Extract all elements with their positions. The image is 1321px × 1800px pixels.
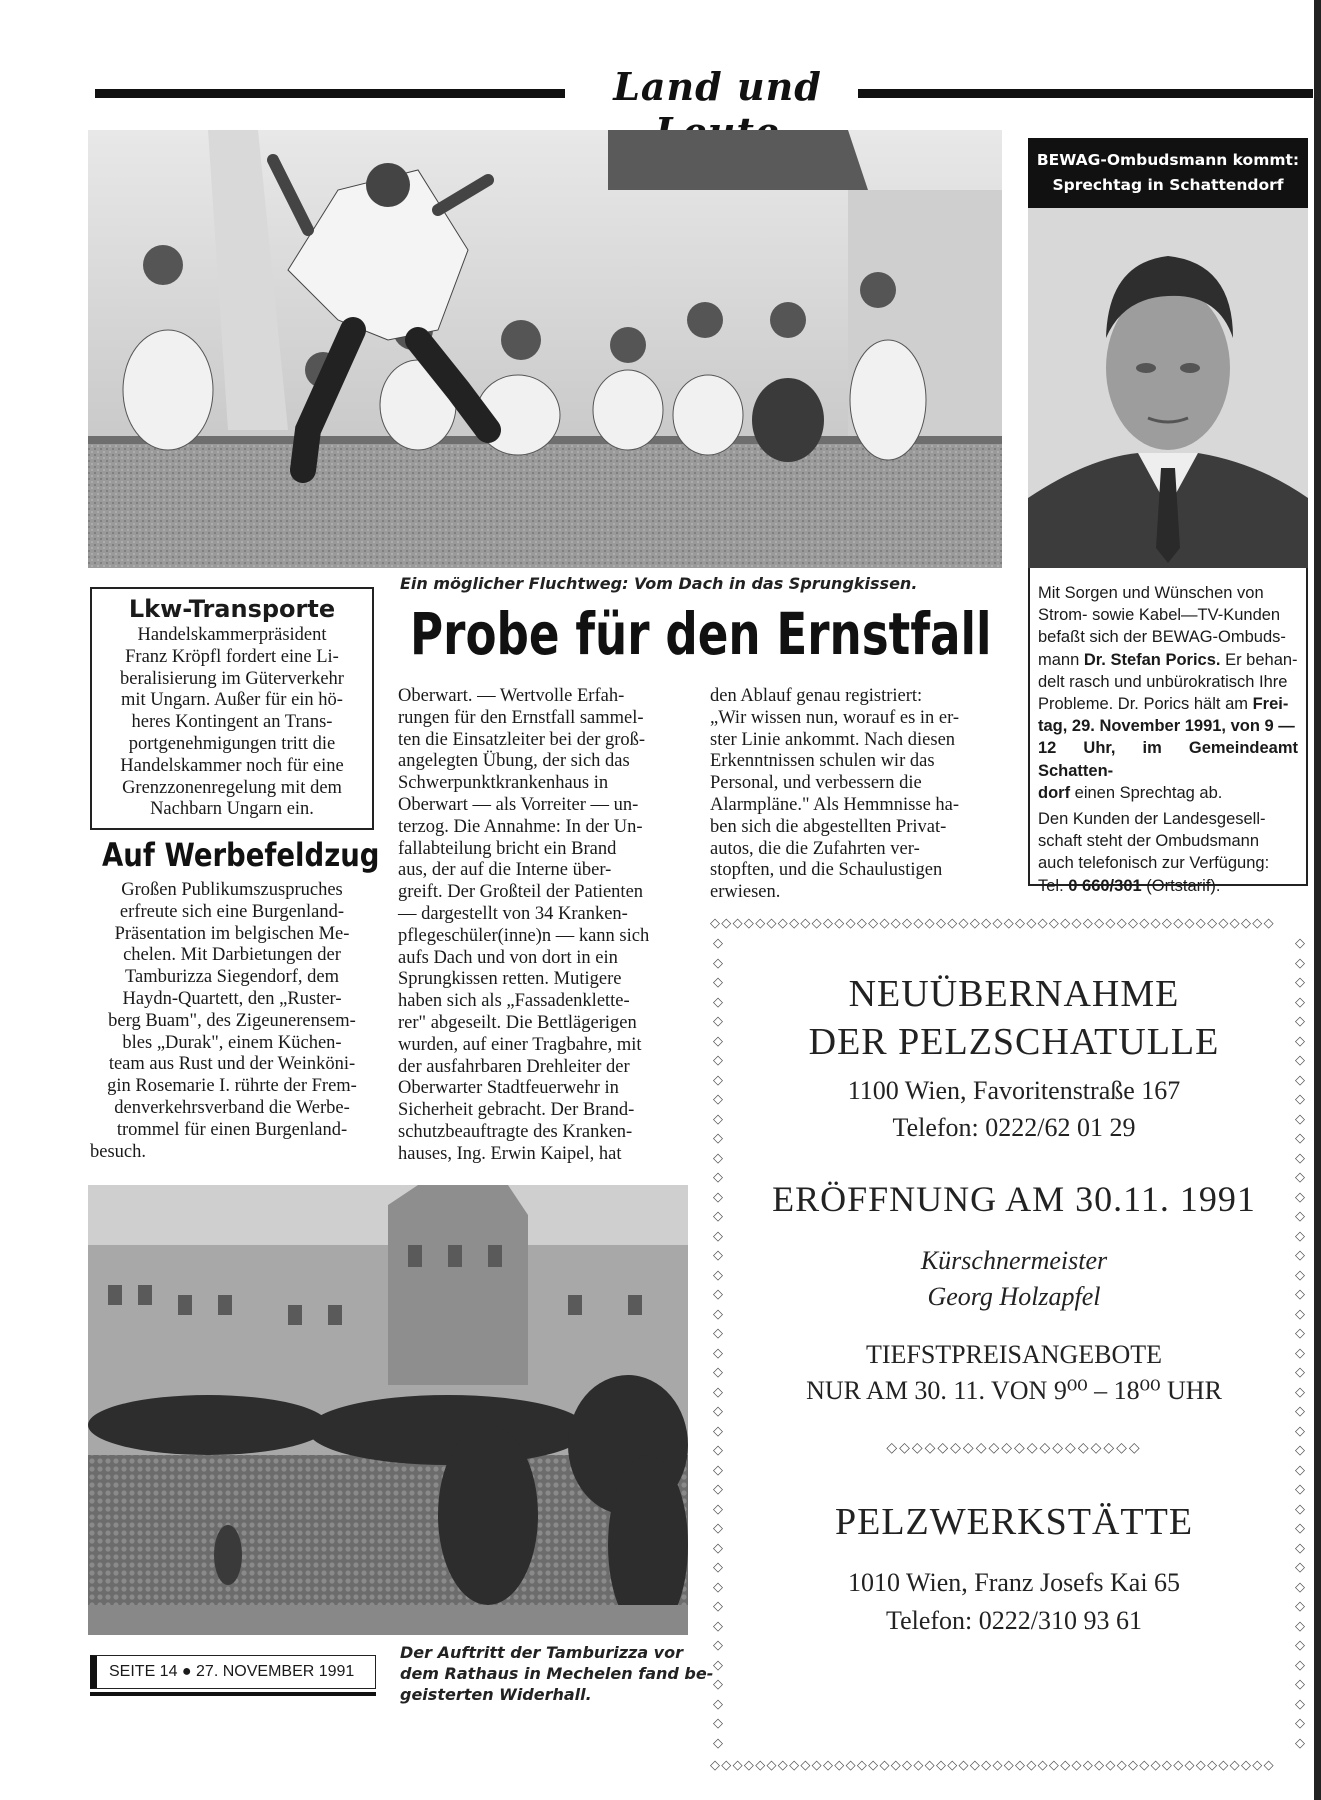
bewag-p1-line5: delt rasch und unbürokratisch Ihre (1038, 672, 1288, 691)
article-line: angelegten Übung, der sich das (398, 751, 630, 772)
lkw-line: mit Ungarn. Außer für ein hö- (121, 690, 343, 711)
werbe-line: gin Rosemarie I. rührte der Frem- (107, 1076, 357, 1097)
top-photo-caption: Ein möglicher Fluchtweg: Vom Dach in das Sprungkissen. (400, 574, 918, 593)
lkw-line: Franz Kröpfl fordert eine Li- (125, 646, 339, 667)
article-line: autos, die die Zufahrten ver- (710, 838, 920, 859)
article-line: pflegeschüler(inne)n — kann sich (398, 925, 650, 946)
ad-border-right: ◇ ◇ ◇ ◇ ◇ ◇ ◇ ◇ ◇ ◇ ◇ ◇ ◇ ◇ ◇ ◇ ◇ ◇ ◇ ◇ ◇ ◇ ◇ ◇ ◇ ◇ ◇ ◇ ◇ ◇ ◇ ◇ ◇ ◇ ◇ ◇ ◇ ◇ ◇ ◇ ◇ ◇ (1295, 936, 1305, 1751)
header-rule-left (95, 89, 565, 98)
bewag-text-fragment: Probleme. Dr. Porics hält am (1038, 695, 1253, 714)
lkw-line: beralisierung im Güterverkehr (120, 668, 344, 689)
ad-line-phone1: Telefon: 0222/62 01 29 (892, 1113, 1136, 1142)
article-line: Oberwart. — Wertvolle Erfah- (398, 686, 625, 706)
article-line: fallabteilung bricht ein Brand (398, 838, 617, 859)
lkw-line: Grenzzonenregelung mit dem (122, 777, 342, 798)
ad-line-pelzschatulle: DER PELZSCHATULLE (808, 1021, 1220, 1063)
bewag-p1-line9 (1038, 782, 1298, 804)
bewag-p1-line6 (1038, 693, 1298, 715)
bewag-heading-line2: Sprechtag in Schattendorf (1052, 176, 1284, 194)
article-line: stopften, und die Schaulustigen (710, 860, 943, 881)
bewag-text-fragment: Tel. (1038, 876, 1069, 895)
page-edge-shadow (1314, 0, 1321, 1800)
bewag-p1-line8 (1038, 737, 1298, 781)
ad-line-owner: Georg Holzapfel (927, 1282, 1101, 1311)
bewag-date-line: tag, 29. November 1991, von 9 — (1038, 717, 1295, 736)
bewag-phone-line (1038, 875, 1298, 897)
werbe-line: denverkehrsverband die Werbe- (114, 1097, 350, 1118)
mechelen-photo (88, 1185, 688, 1635)
bewag-text-fragment: mann (1038, 650, 1084, 669)
ad-line-phone2: Telefon: 0222/310 93 61 (886, 1606, 1142, 1635)
article-line: ben sich die abgestellten Privat- (710, 816, 947, 837)
article-line: den Ablauf genau registriert: (710, 686, 923, 706)
bewag-time-place: 12 Uhr, im Gemeindeamt Schatten- (1038, 739, 1298, 780)
article-line: ten die Einsatzleiter bei der groß- (398, 729, 646, 750)
bewag-p2-line2: schaft steht der Ombudsmann (1038, 832, 1260, 851)
lkw-transporte-box (90, 587, 374, 830)
article-line: „Wir wissen nun, worauf es in er- (710, 707, 960, 728)
bewag-p2-line3: auch telefonisch zur Verfügung: (1038, 854, 1270, 873)
lkw-line: Nachbarn Ungarn ein. (150, 799, 314, 820)
ad-line-tiefstpreis: TIEFSTPREISANGEBOTE (865, 1340, 1163, 1369)
bewag-p1-line7 (1038, 715, 1298, 737)
article-line: greift. Der Großteil der Patienten (398, 882, 644, 903)
article-line: Erkenntnissen schulen wir das (710, 751, 935, 772)
page-footer: SEITE 14 ● 27. NOVEMBER 1991 (90, 1655, 376, 1689)
ad-divider: ◇◇◇◇◇◇◇◇◇◇◇◇◇◇◇◇◇◇◇◇ (886, 1440, 1142, 1456)
article-line: Sicherheit gebracht. Der Brand- (398, 1100, 635, 1121)
article-line: ster Linie ankommt. Nach diesen (710, 729, 956, 750)
werbe-line: Präsentation im belgischen Me- (114, 923, 350, 944)
ad-line-address2: 1010 Wien, Franz Josefs Kai 65 (847, 1568, 1181, 1597)
article-line: wurden, auf einer Tragbahre, mit (398, 1034, 642, 1055)
werbe-line: trommel für einen Burgenland- (116, 1119, 348, 1140)
werbe-line: Großen Publikumszuspruches (121, 880, 343, 900)
ad-border-bottom: ◇◇◇◇◇◇◇◇◇◇◇◇◇◇◇◇◇◇◇◇◇◇◇◇◇◇◇◇◇◇◇◇◇◇◇◇◇◇◇◇◇◇◇◇◇◇◇◇◇◇ (710, 1758, 1275, 1773)
article-line: hauses, Ing. Erwin Kaipel, hat (398, 1143, 622, 1164)
werbe-line: Haydn-Quartett, den „Ruster- (122, 988, 342, 1009)
jump-photo (88, 130, 1002, 568)
article-line: Personal, und verbessern die (710, 773, 922, 794)
article-line: schutzbeauftragte des Kranken- (398, 1121, 633, 1142)
main-headline: Probe für den Ernstfall (410, 600, 992, 668)
lkw-line: Handelskammerpräsident (137, 625, 327, 645)
main-article-col1 (398, 686, 688, 1166)
bewag-heading-bar (1028, 138, 1308, 208)
main-article-col2 (710, 686, 1000, 904)
ad-line-kuerschnermeister: Kürschnermeister (920, 1246, 1108, 1275)
bewag-heading-line1: BEWAG-Ombudsmann kommt: (1036, 151, 1300, 169)
werbe-line: Tamburizza Siegendorf, dem (125, 967, 339, 988)
bewag-date-fragment: Frei- (1252, 695, 1289, 714)
article-line: Oberwarter Stadtfeuerwehr in (398, 1078, 619, 1099)
article-line: haben sich als „Fassadenklette- (398, 991, 630, 1012)
article-line: rungen für den Ernstfall sammel- (398, 707, 644, 728)
article-line: erwiesen. (710, 882, 781, 903)
lkw-line: heres Kontingent an Trans- (131, 712, 333, 733)
footer-underline (90, 1692, 376, 1696)
bewag-text-fragment: (Ortstarif). (1141, 876, 1221, 895)
article-line: — dargestellt von 34 Kranken- (398, 903, 628, 924)
lkw-line: portgenehmigungen tritt die (128, 733, 336, 754)
caption-line: geisterten Widerhall. (400, 1685, 592, 1704)
header-rule-right (858, 89, 1313, 98)
bottom-photo-caption (400, 1642, 713, 1705)
bewag-place-end: dorf (1038, 783, 1071, 802)
werbe-article (90, 880, 374, 1163)
caption-line: dem Rathaus in Mechelen fand be- (400, 1664, 714, 1683)
ombudsman-name: Dr. Stefan Porics. (1083, 650, 1221, 669)
porics-portrait (1028, 208, 1308, 568)
article-line: rer" abgeseilt. Die Bettlägerigen (398, 1012, 637, 1033)
bewag-p1-line3: befaßt sich der BEWAG-Ombuds- (1038, 628, 1286, 647)
article-line: Oberwart — als Vorreiter — un- (398, 794, 639, 815)
bewag-text-fragment: Er behan- (1220, 650, 1298, 669)
lkw-line: Handelskammer noch für eine (120, 755, 344, 776)
ad-border-left: ◇ ◇ ◇ ◇ ◇ ◇ ◇ ◇ ◇ ◇ ◇ ◇ ◇ ◇ ◇ ◇ ◇ ◇ ◇ ◇ ◇ ◇ ◇ ◇ ◇ ◇ ◇ ◇ ◇ ◇ ◇ ◇ ◇ ◇ ◇ ◇ ◇ ◇ ◇ ◇ ◇ ◇ (713, 936, 723, 1751)
lkw-title: Lkw-Transporte (128, 595, 336, 623)
ad-line-neuubernahme: NEUÜBERNAHME (848, 973, 1180, 1015)
bewag-p1-line2: Strom- sowie Kabel—TV-Kunden (1038, 606, 1281, 625)
pelzschatulle-ad (710, 916, 1308, 1776)
ad-line-eroeffnung: ERÖFFNUNG AM 30.11. 1991 (772, 1179, 1256, 1219)
werbe-line: besuch. (90, 1141, 146, 1162)
bewag-phone-number: 0 660/301 (1068, 876, 1142, 895)
werbe-line: berg Buam", des Zigeunerensem- (108, 1010, 356, 1031)
bewag-p2-line1: Den Kunden der Landesgesell- (1038, 810, 1266, 829)
werbe-line: team aus Rust und der Weinköni- (108, 1054, 356, 1075)
werbe-line: erfreute sich eine Burgenland- (119, 901, 345, 922)
werbe-headline: Auf Werbefeldzug (102, 836, 380, 874)
bewag-p1-line1: Mit Sorgen und Wünschen von (1038, 584, 1264, 602)
ad-line-hours: NUR AM 30. 11. VON 9⁰⁰ – 18⁰⁰ UHR (806, 1376, 1222, 1405)
ad-line-address1: 1100 Wien, Favoritenstraße 167 (847, 1076, 1181, 1105)
article-line: Sprungkissen retten. Mutigere (398, 969, 622, 990)
article-line: Schwerpunktkrankenhaus in (398, 773, 609, 794)
article-line: Alarmpläne." Als Hemmnisse ha- (710, 794, 960, 815)
section-title: Land und (613, 64, 822, 109)
article-line: aufs Dach und von dort in ein (398, 947, 618, 968)
bewag-text-box (1028, 568, 1308, 895)
ad-line-pelzwerkstaette: PELZWERKSTÄTTE (834, 1501, 1194, 1543)
ad-border-top: ◇◇◇◇◇◇◇◇◇◇◇◇◇◇◇◇◇◇◇◇◇◇◇◇◇◇◇◇◇◇◇◇◇◇◇◇◇◇◇◇◇◇◇◇◇◇◇◇◇◇ (710, 916, 1275, 931)
article-line: aus, der auf die Interne über- (398, 860, 612, 881)
bewag-text-fragment: einen Sprechtag ab. (1070, 783, 1223, 802)
article-line: der ausfahrbaren Drehleiter der (398, 1056, 630, 1077)
werbe-line: bles „Durak", einem Küchen- (122, 1032, 342, 1053)
bewag-p1-line4 (1038, 649, 1298, 671)
caption-line: Der Auftritt der Tamburizza vor (400, 1643, 683, 1662)
werbe-line: chelen. Mit Darbietungen der (123, 945, 341, 966)
article-line: terzog. Die Annahme: In der Un- (398, 816, 643, 837)
